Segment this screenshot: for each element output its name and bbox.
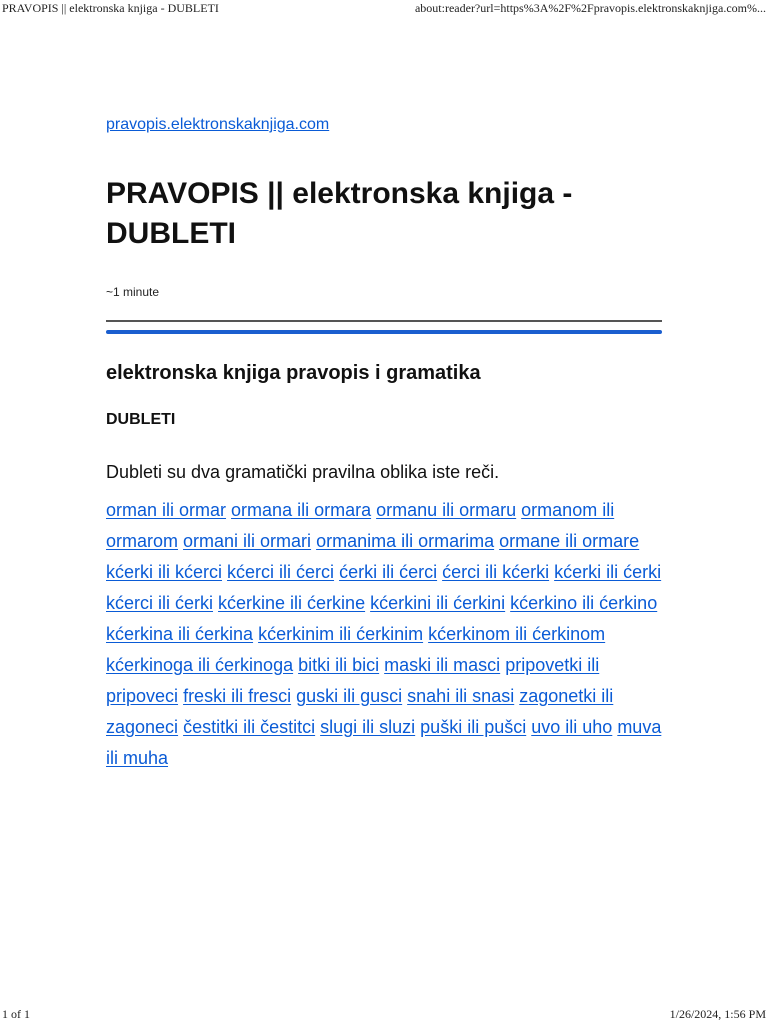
doublet-link[interactable]: freski ili fresci (183, 686, 292, 706)
doublet-link[interactable]: orman ili ormar (106, 500, 227, 520)
doublet-link[interactable]: kćerki ili kćerci (106, 562, 223, 582)
doublet-link[interactable]: ormana ili ormara (231, 500, 372, 520)
divider-accent (106, 330, 662, 334)
doublet-link[interactable]: uvo ili uho (531, 717, 613, 737)
read-time: ~1 minute (106, 285, 160, 299)
doublet-link[interactable]: kćerkina ili ćerkina (106, 624, 254, 644)
reader-content (106, 114, 662, 774)
intro-paragraph: Dubleti su dva gramatički pravilna oblika iste reči. (106, 462, 500, 482)
site-link[interactable]: pravopis.elektronskaknjiga.com (106, 116, 330, 133)
doublet-link[interactable]: kćerci ili ćerci (227, 562, 335, 582)
doublet-link[interactable]: čestitki ili čestitci (183, 717, 316, 737)
print-header-title: PRAVOPIS || elektronska knjiga - DUBLETI (2, 1, 219, 15)
doublet-link[interactable]: ormanom ili ormarom (106, 500, 615, 551)
print-datetime: 1/26/2024, 1:56 PM (669, 1007, 766, 1021)
doublet-link[interactable]: kćerki ili ćerki (554, 562, 662, 582)
doublet-link[interactable]: kćerkinom ili ćerkinom (428, 624, 606, 644)
doublet-link[interactable]: kćerkine ili ćerkine (218, 593, 366, 613)
doublet-link[interactable]: kćerkinim ili ćerkinim (258, 624, 424, 644)
doublet-link[interactable]: ormanu ili ormaru (376, 500, 517, 520)
doublet-link[interactable]: maski ili masci (384, 655, 501, 675)
doublet-link[interactable]: kćerkini ili ćerkini (370, 593, 506, 613)
doublet-link[interactable]: kćerkino ili ćerkino (510, 593, 658, 613)
divider-thin (106, 320, 662, 322)
sub-heading: DUBLETI (106, 411, 176, 428)
print-header-url: about:reader?url=https%3A%2F%2Fpravopis.elektronskaknjiga.com%... (414, 1, 766, 15)
doublet-link[interactable]: bitki ili bici (298, 655, 380, 675)
doublet-link[interactable]: ormani ili ormari (183, 531, 312, 551)
doublet-link[interactable]: puški ili pušci (420, 717, 527, 737)
doublet-link[interactable]: guski ili gusci (296, 686, 403, 706)
doublet-link[interactable]: muva ili muha (106, 717, 662, 768)
doublet-link[interactable]: ćerki ili ćerci (339, 562, 438, 582)
doublet-link[interactable]: zagonetki ili zagoneci (106, 686, 614, 737)
doublet-link[interactable]: slugi ili sluzi (320, 717, 416, 737)
doublet-link[interactable]: pripovetki ili pripoveci (106, 655, 600, 706)
doublet-link[interactable]: snahi ili snasi (407, 686, 515, 706)
doublet-link[interactable]: kćerci ili ćerki (106, 593, 214, 613)
doublet-link[interactable]: kćerkinoga ili ćerkinoga (106, 655, 294, 675)
doublet-link[interactable]: ormanima ili ormarima (316, 531, 495, 551)
doublet-links-paragraph (106, 495, 662, 774)
section-heading: elektronska knjiga pravopis i gramatika (106, 362, 481, 384)
doublet-link[interactable]: ormane ili ormare (499, 531, 640, 551)
print-footer (0, 1006, 768, 1024)
page-count: 1 of 1 (2, 1007, 30, 1021)
doublet-link[interactable]: ćerci ili kćerki (442, 562, 550, 582)
article-title: PRAVOPIS || elektronska knjiga - DUBLETI (106, 177, 573, 250)
print-header (0, 0, 768, 18)
